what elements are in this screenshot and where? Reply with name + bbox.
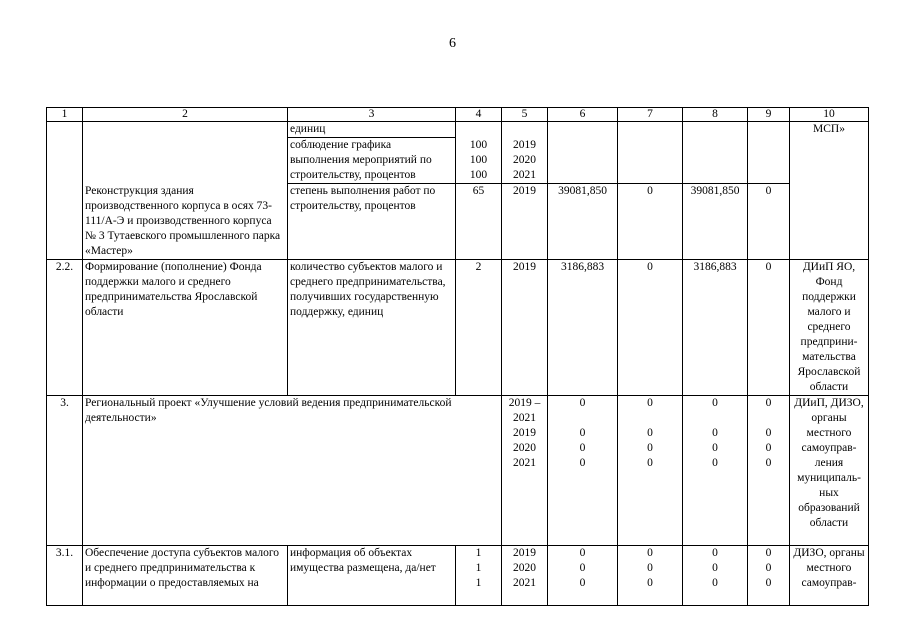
regional-cell [683,122,748,184]
year-cell: 2019 [502,184,548,260]
total-cell: 39081,850 [548,184,618,260]
total-cell [548,122,618,184]
header-col-8: 8 [683,108,748,122]
total-cell: 0 0 0 [548,545,618,605]
federal-cell: 0 [618,184,683,260]
local-cell: 0 [748,259,790,395]
table-row [47,395,869,545]
federal-cell: 0 0 0 [618,545,683,605]
header-col-3: 3 [288,108,456,122]
measures-table [46,107,869,606]
indicator-text: соблюдение графика выполнения мероприятий по строительству, процентов [290,139,432,181]
year-cell: 2019 – 2021 2019 2020 2021 [502,395,548,545]
target-value-cell: 1 1 1 [456,545,502,605]
table-row [47,122,869,184]
regional-cell: 39081,850 [683,184,748,260]
local-cell [748,122,790,184]
local-cell: 0 0 0 0 [748,395,790,545]
column-number-row [47,108,869,122]
table-row [47,545,869,605]
target-value-cell: 100 100 100 [456,122,502,184]
executor-cell: ДИиП ЯО, Фонд поддержки малого и среднего предприни-мательства Ярославской области [790,259,869,395]
row-number-cell: 2.2. [47,259,83,395]
header-col-9: 9 [748,108,790,122]
measure-cell [83,122,288,184]
executor-cell [790,184,869,260]
federal-cell [618,122,683,184]
header-col-1: 1 [47,108,83,122]
executor-cell: МСП» [790,122,869,184]
year-cell: 2019 2020 2021 [502,545,548,605]
header-col-10: 10 [790,108,869,122]
header-col-7: 7 [618,108,683,122]
total-cell: 0 0 0 0 [548,395,618,545]
indicator-cell: информация об объектах имущества размещена, да/нет [288,545,456,605]
project-name-cell: Региональный проект «Улучшение условий ведения предпринимательской деятельности» [83,395,502,545]
indicator-unit-text: единиц [288,122,455,138]
indicator-cell: количество субъектов малого и среднего предпринимательства, получивших государственную поддержку, единиц [288,259,456,395]
row-number-cell [47,122,83,184]
row-number-cell: 3.1. [47,545,83,605]
table-row [47,184,869,260]
year-cell: 2019 2020 2021 [502,122,548,184]
table-row [47,259,869,395]
regional-cell: 0 0 0 0 [683,395,748,545]
executor-cell: ДИЗО, органы местного самоуправ- [790,545,869,605]
regional-cell: 3186,883 [683,259,748,395]
year-cell: 2019 [502,259,548,395]
target-value-cell: 2 [456,259,502,395]
page-number: 6 [449,36,456,51]
executor-cell: ДИиП, ДИЗО, органы местного самоуправ-ления муниципаль-ных образований области [790,395,869,545]
indicator-cell: степень выполнения работ по строительству, процентов [288,184,456,260]
header-col-6: 6 [548,108,618,122]
federal-cell: 0 [618,259,683,395]
measure-cell: Реконструкция здания производственного корпуса в осях 73-111/А-Э и производственного корпуса № 3 Тутаевского промышленного парка «Мастер» [83,184,288,260]
measure-cell: Формирование (пополнение) Фонда поддержки малого и среднего предпринимательства Ярославской области [83,259,288,395]
row-number-cell [47,184,83,260]
federal-cell: 0 0 0 0 [618,395,683,545]
local-cell: 0 [748,184,790,260]
header-col-4: 4 [456,108,502,122]
header-col-5: 5 [502,108,548,122]
header-col-2: 2 [83,108,288,122]
indicator-cell [288,122,456,184]
measure-cell: Обеспечение доступа субъектов малого и среднего предпринимательства к информации о предоставляемых на [83,545,288,605]
total-cell: 3186,883 [548,259,618,395]
regional-cell: 0 0 0 [683,545,748,605]
row-number-cell: 3. [47,395,83,545]
target-value-cell: 65 [456,184,502,260]
local-cell: 0 0 0 [748,545,790,605]
